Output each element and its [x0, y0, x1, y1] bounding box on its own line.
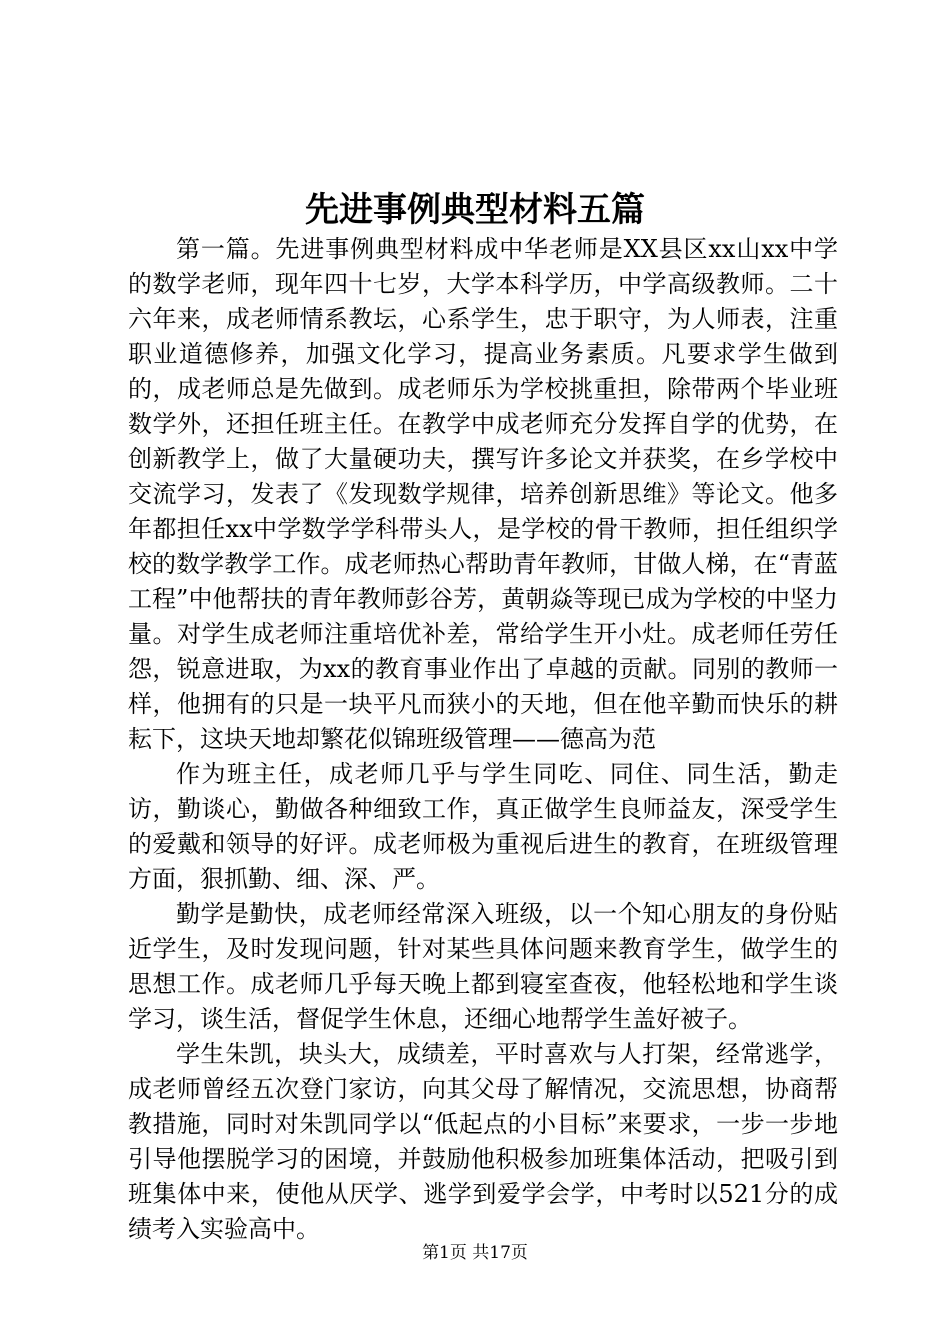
document-title: 先进事例典型材料五篇 [305, 190, 645, 230]
paragraph: 作为班主任，成老师几乎与学生同吃、同住、同生活，勤走访，勤谈心，勤做各种细致工作，真正做学生良师益友，深受学生的爱戴和领导的好评。成老师极为重视后进生的教育，在班级管理方面，狠抓勤、细、深、严。 [128, 760, 838, 893]
paragraph: 第一篇。先进事例典型材料成中华老师是XX县区xx山xx中学的数学老师，现年四十七岁，大学本科学历，中学高级教师。二十六年来，成老师情系教坛，心系学生，忠于职守，为人师表，注重职业道德修养，加强文化学习，提高业务素质。凡要求学生做到的，成老师总是先做到。成老师乐为学校挑重担，除带两个毕业班数学外，还担任班主任。在教学中成老师充分发挥自学的优势，在创新教学上，做了大量硬功夫，撰写许多论文并获奖，在乡学校中交流学习，发表了《发现数学规律，培养创新思维》等论文。他多年都担任xx中学数学学科带头人，是学校的骨干教师，担任组织学校的数学教学工作。成老师热心帮助青年教师，甘做人梯，在“青蓝工程”中他帮扶的青年教师彭谷芳，黄朝焱等现已成为学校的中坚力量。对学生成老师注重培优补差，常给学生开小灶。成老师任劳任怨，锐意进取，为xx的教育事业作出了卓越的贡献。同别的教师一样，他拥有的只是一块平凡而狭小的天地，但在他辛勤而快乐的耕耘下，这块天地却繁花似锦班级管理——德高为范 [128, 235, 838, 753]
page-footer [0, 1241, 950, 1265]
paragraph: 学生朱凯，块头大，成绩差，平时喜欢与人打架，经常逃学，成老师曾经五次登门家访，向其父母了解情况，交流思想，协商帮教措施，同时对朱凯同学以“低起点的小目标”来要求，一步一步地引导他摆脱学习的困境，并鼓励他积极参加班集体活动，把吸引到班集体中来，使他从厌学、逃学到爱学会学，中考时以521分的成绩考入实验高中。 [128, 1040, 838, 1243]
document-body [128, 232, 838, 1247]
page-number: 第1页 共17页 [422, 1243, 528, 1263]
paragraph: 勤学是勤快，成老师经常深入班级，以一个知心朋友的身份贴近学生，及时发现问题，针对某些具体问题来教育学生，做学生的思想工作。成老师几乎每天晚上都到寝室查夜，他轻松地和学生谈学习，谈生活，督促学生休息，还细心地帮学生盖好被子。 [128, 900, 838, 1033]
